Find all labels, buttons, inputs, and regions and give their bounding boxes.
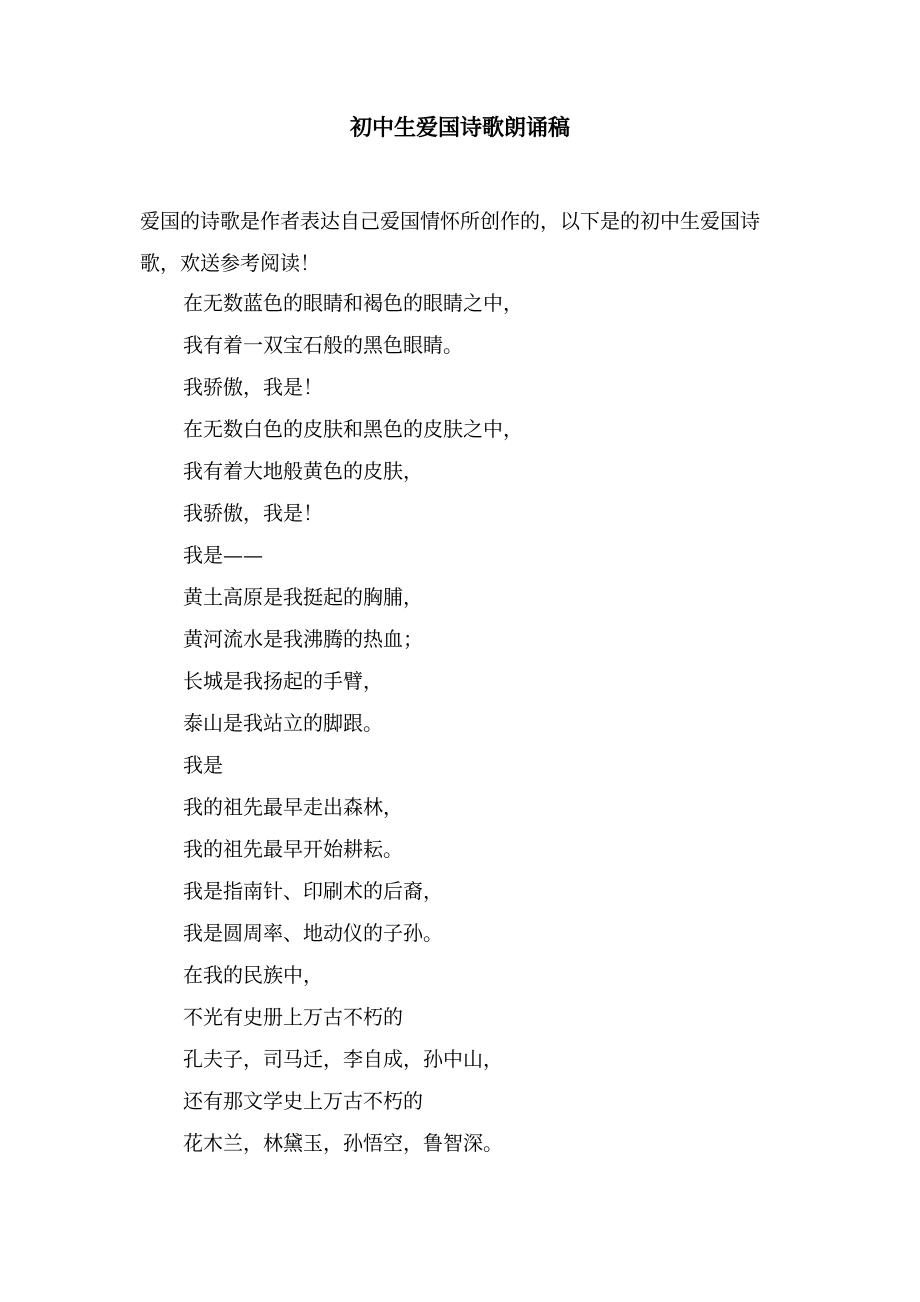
poem-line: 黄土高原是我挺起的胸脯， — [183, 585, 423, 609]
poem-line: 长城是我扬起的手臂， — [183, 669, 383, 693]
poem-line: 我骄傲，我是！ — [183, 501, 323, 525]
poem-line: 花木兰，林黛玉，孙悟空，鲁智深。 — [183, 1131, 503, 1155]
poem-line: 我是圆周率、地动仪的子孙。 — [183, 921, 443, 945]
poem-line: 我有着大地般黄色的皮肤， — [183, 459, 423, 483]
poem-line: 泰山是我站立的脚跟。 — [183, 711, 383, 735]
intro-paragraph: 爱国的诗歌是作者表达自己爱国情怀所创作的，以下是的初中生爱国诗歌，欢送参考阅读！ — [140, 209, 760, 275]
poem-line: 在我的民族中， — [183, 963, 323, 987]
poem-line: 在无数白色的皮肤和黑色的皮肤之中， — [183, 417, 523, 441]
poem-line: 还有那文学史上万古不朽的 — [183, 1089, 423, 1113]
poem-line: 我的祖先最早开始耕耘。 — [183, 837, 403, 861]
poem-line: 我是—— — [183, 543, 263, 567]
poem-line: 黄河流水是我沸腾的热血； — [183, 627, 423, 651]
poem-line: 我是 — [183, 753, 223, 777]
poem-line: 孔夫子，司马迁，李自成，孙中山， — [183, 1047, 503, 1071]
poem-line: 我有着一双宝石般的黑色眼睛。 — [183, 333, 463, 357]
poem-line: 在无数蓝色的眼睛和褐色的眼睛之中， — [183, 291, 523, 315]
poem — [183, 282, 783, 1164]
poem-line: 我的祖先最早走出森林， — [183, 795, 403, 819]
document-title: 初中生爱国诗歌朗诵稿 — [349, 115, 570, 141]
poem-line: 我是指南针、印刷术的后裔， — [183, 879, 443, 903]
poem-line: 不光有史册上万古不朽的 — [183, 1005, 403, 1029]
poem-line: 我骄傲，我是！ — [183, 375, 323, 399]
